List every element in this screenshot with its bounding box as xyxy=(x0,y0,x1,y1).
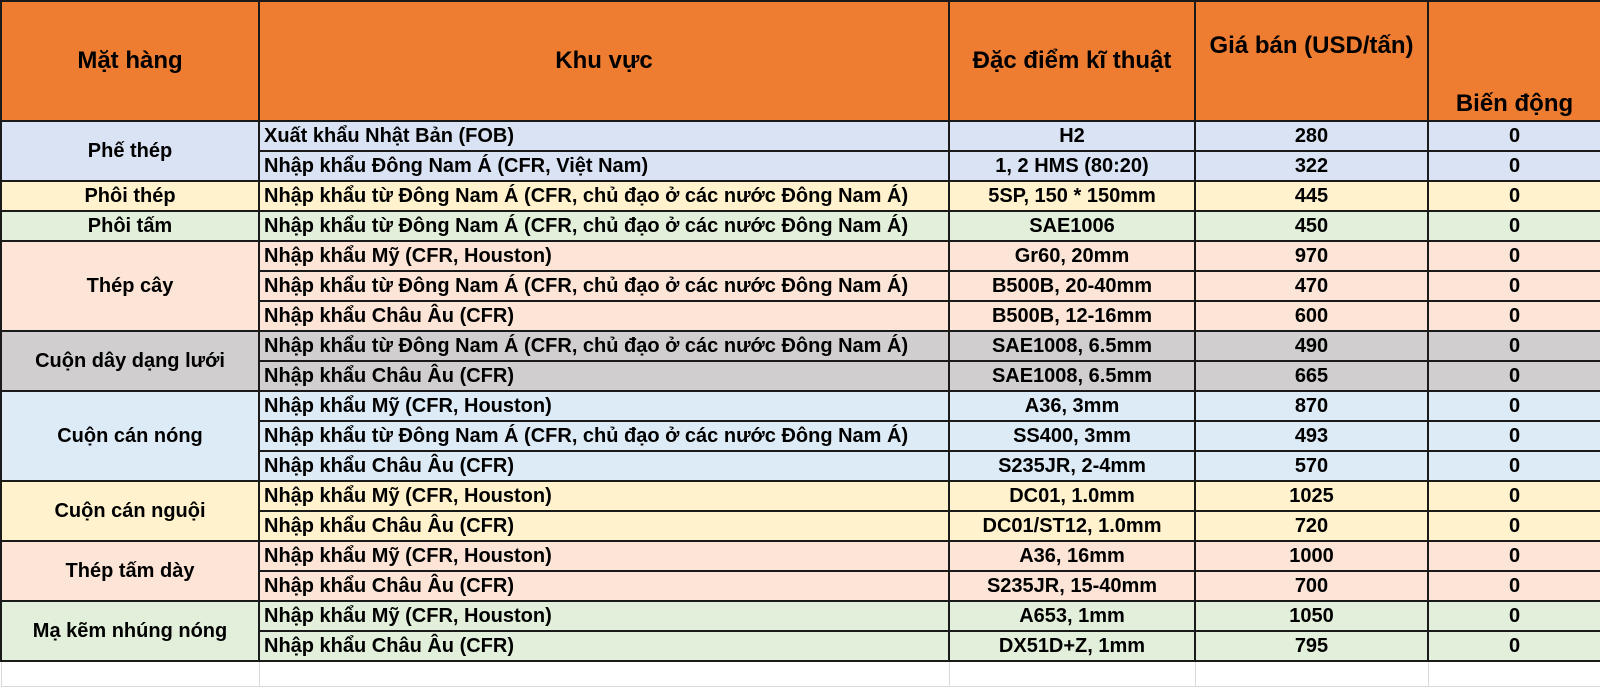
empty-cell xyxy=(1195,661,1428,687)
change-cell: 0 xyxy=(1428,421,1600,451)
region-cell: Nhập khẩu từ Đông Nam Á (CFR, chủ đạo ở các nước Đông Nam Á) xyxy=(259,331,949,361)
spec-cell: SAE1006 xyxy=(949,211,1195,241)
table-row xyxy=(1,391,1600,421)
price-cell: 493 xyxy=(1195,421,1428,451)
spec-cell: S235JR, 15-40mm xyxy=(949,571,1195,601)
product-cell: Mạ kẽm nhúng nóng xyxy=(1,601,259,661)
change-cell: 0 xyxy=(1428,121,1600,151)
product-cell: Phế thép xyxy=(1,121,259,181)
price-cell: 1025 xyxy=(1195,481,1428,511)
price-cell: 720 xyxy=(1195,511,1428,541)
change-cell: 0 xyxy=(1428,511,1600,541)
change-cell: 0 xyxy=(1428,211,1600,241)
table-row xyxy=(1,601,1600,631)
header-spec: Đặc điểm kĩ thuật xyxy=(949,1,1195,121)
region-cell: Nhập khẩu Mỹ (CFR, Houston) xyxy=(259,601,949,631)
region-cell: Xuất khẩu Nhật Bản (FOB) xyxy=(259,121,949,151)
change-cell: 0 xyxy=(1428,361,1600,391)
spec-cell: H2 xyxy=(949,121,1195,151)
region-cell: Nhập khẩu Mỹ (CFR, Houston) xyxy=(259,481,949,511)
price-cell: 1050 xyxy=(1195,601,1428,631)
region-cell: Nhập khẩu Châu Âu (CFR) xyxy=(259,451,949,481)
spec-cell: A653, 1mm xyxy=(949,601,1195,631)
change-cell: 0 xyxy=(1428,631,1600,661)
spec-cell: 1, 2 HMS (80:20) xyxy=(949,151,1195,181)
empty-cell xyxy=(1,661,259,687)
price-cell: 470 xyxy=(1195,271,1428,301)
region-cell: Nhập khẩu Mỹ (CFR, Houston) xyxy=(259,391,949,421)
spec-cell: DC01/ST12, 1.0mm xyxy=(949,511,1195,541)
spec-cell: 5SP, 150 * 150mm xyxy=(949,181,1195,211)
change-cell: 0 xyxy=(1428,271,1600,301)
price-cell: 970 xyxy=(1195,241,1428,271)
region-cell: Nhập khẩu Châu Âu (CFR) xyxy=(259,511,949,541)
price-cell: 870 xyxy=(1195,391,1428,421)
change-cell: 0 xyxy=(1428,301,1600,331)
header-price: Giá bán (USD/tấn) xyxy=(1195,1,1428,121)
table-row xyxy=(1,481,1600,511)
table-row xyxy=(1,541,1600,571)
product-cell: Phôi thép xyxy=(1,181,259,211)
change-cell: 0 xyxy=(1428,391,1600,421)
region-cell: Nhập khẩu Châu Âu (CFR) xyxy=(259,361,949,391)
header-product: Mặt hàng xyxy=(1,1,259,121)
price-cell: 450 xyxy=(1195,211,1428,241)
spec-cell: SAE1008, 6.5mm xyxy=(949,331,1195,361)
table-row xyxy=(1,181,1600,211)
price-cell: 795 xyxy=(1195,631,1428,661)
header-region: Khu vực xyxy=(259,1,949,121)
spec-cell: S235JR, 2-4mm xyxy=(949,451,1195,481)
spec-cell: A36, 3mm xyxy=(949,391,1195,421)
region-cell: Nhập khẩu Châu Âu (CFR) xyxy=(259,301,949,331)
change-cell: 0 xyxy=(1428,151,1600,181)
spec-cell: B500B, 20-40mm xyxy=(949,271,1195,301)
change-cell: 0 xyxy=(1428,331,1600,361)
change-cell: 0 xyxy=(1428,571,1600,601)
spec-cell: A36, 16mm xyxy=(949,541,1195,571)
price-cell: 322 xyxy=(1195,151,1428,181)
price-cell: 665 xyxy=(1195,361,1428,391)
price-cell: 1000 xyxy=(1195,541,1428,571)
change-cell: 0 xyxy=(1428,481,1600,511)
table-row xyxy=(1,241,1600,271)
product-cell: Cuộn dây dạng lưới xyxy=(1,331,259,391)
region-cell: Nhập khẩu Châu Âu (CFR) xyxy=(259,571,949,601)
change-cell: 0 xyxy=(1428,451,1600,481)
region-cell: Nhập khẩu Mỹ (CFR, Houston) xyxy=(259,241,949,271)
table-body xyxy=(1,121,1600,687)
spec-cell: DC01, 1.0mm xyxy=(949,481,1195,511)
product-cell: Cuộn cán nóng xyxy=(1,391,259,481)
change-cell: 0 xyxy=(1428,181,1600,211)
price-cell: 490 xyxy=(1195,331,1428,361)
price-cell: 445 xyxy=(1195,181,1428,211)
product-cell: Thép cây xyxy=(1,241,259,331)
region-cell: Nhập khẩu Mỹ (CFR, Houston) xyxy=(259,541,949,571)
product-cell: Cuộn cán nguội xyxy=(1,481,259,541)
change-cell: 0 xyxy=(1428,601,1600,631)
change-cell: 0 xyxy=(1428,541,1600,571)
empty-row xyxy=(1,661,1600,687)
region-cell: Nhập khẩu từ Đông Nam Á (CFR, chủ đạo ở các nước Đông Nam Á) xyxy=(259,211,949,241)
product-cell: Phôi tấm xyxy=(1,211,259,241)
region-cell: Nhập khẩu từ Đông Nam Á (CFR, chủ đạo ở các nước Đông Nam Á) xyxy=(259,271,949,301)
spec-cell: SS400, 3mm xyxy=(949,421,1195,451)
empty-cell xyxy=(259,661,949,687)
region-cell: Nhập khẩu từ Đông Nam Á (CFR, chủ đạo ở các nước Đông Nam Á) xyxy=(259,181,949,211)
price-cell: 280 xyxy=(1195,121,1428,151)
region-cell: Nhập khẩu từ Đông Nam Á (CFR, chủ đạo ở các nước Đông Nam Á) xyxy=(259,421,949,451)
table-row xyxy=(1,121,1600,151)
table-row xyxy=(1,211,1600,241)
product-cell: Thép tấm dày xyxy=(1,541,259,601)
spec-cell: B500B, 12-16mm xyxy=(949,301,1195,331)
spec-cell: DX51D+Z, 1mm xyxy=(949,631,1195,661)
change-cell: 0 xyxy=(1428,241,1600,271)
price-cell: 570 xyxy=(1195,451,1428,481)
spec-cell: SAE1008, 6.5mm xyxy=(949,361,1195,391)
header-change: Biến động xyxy=(1428,1,1600,121)
table-row xyxy=(1,331,1600,361)
price-cell: 700 xyxy=(1195,571,1428,601)
empty-cell xyxy=(949,661,1195,687)
region-cell: Nhập khẩu Đông Nam Á (CFR, Việt Nam) xyxy=(259,151,949,181)
header-row xyxy=(1,1,1600,121)
empty-cell xyxy=(1428,661,1600,687)
region-cell: Nhập khẩu Châu Âu (CFR) xyxy=(259,631,949,661)
spec-cell: Gr60, 20mm xyxy=(949,241,1195,271)
price-cell: 600 xyxy=(1195,301,1428,331)
